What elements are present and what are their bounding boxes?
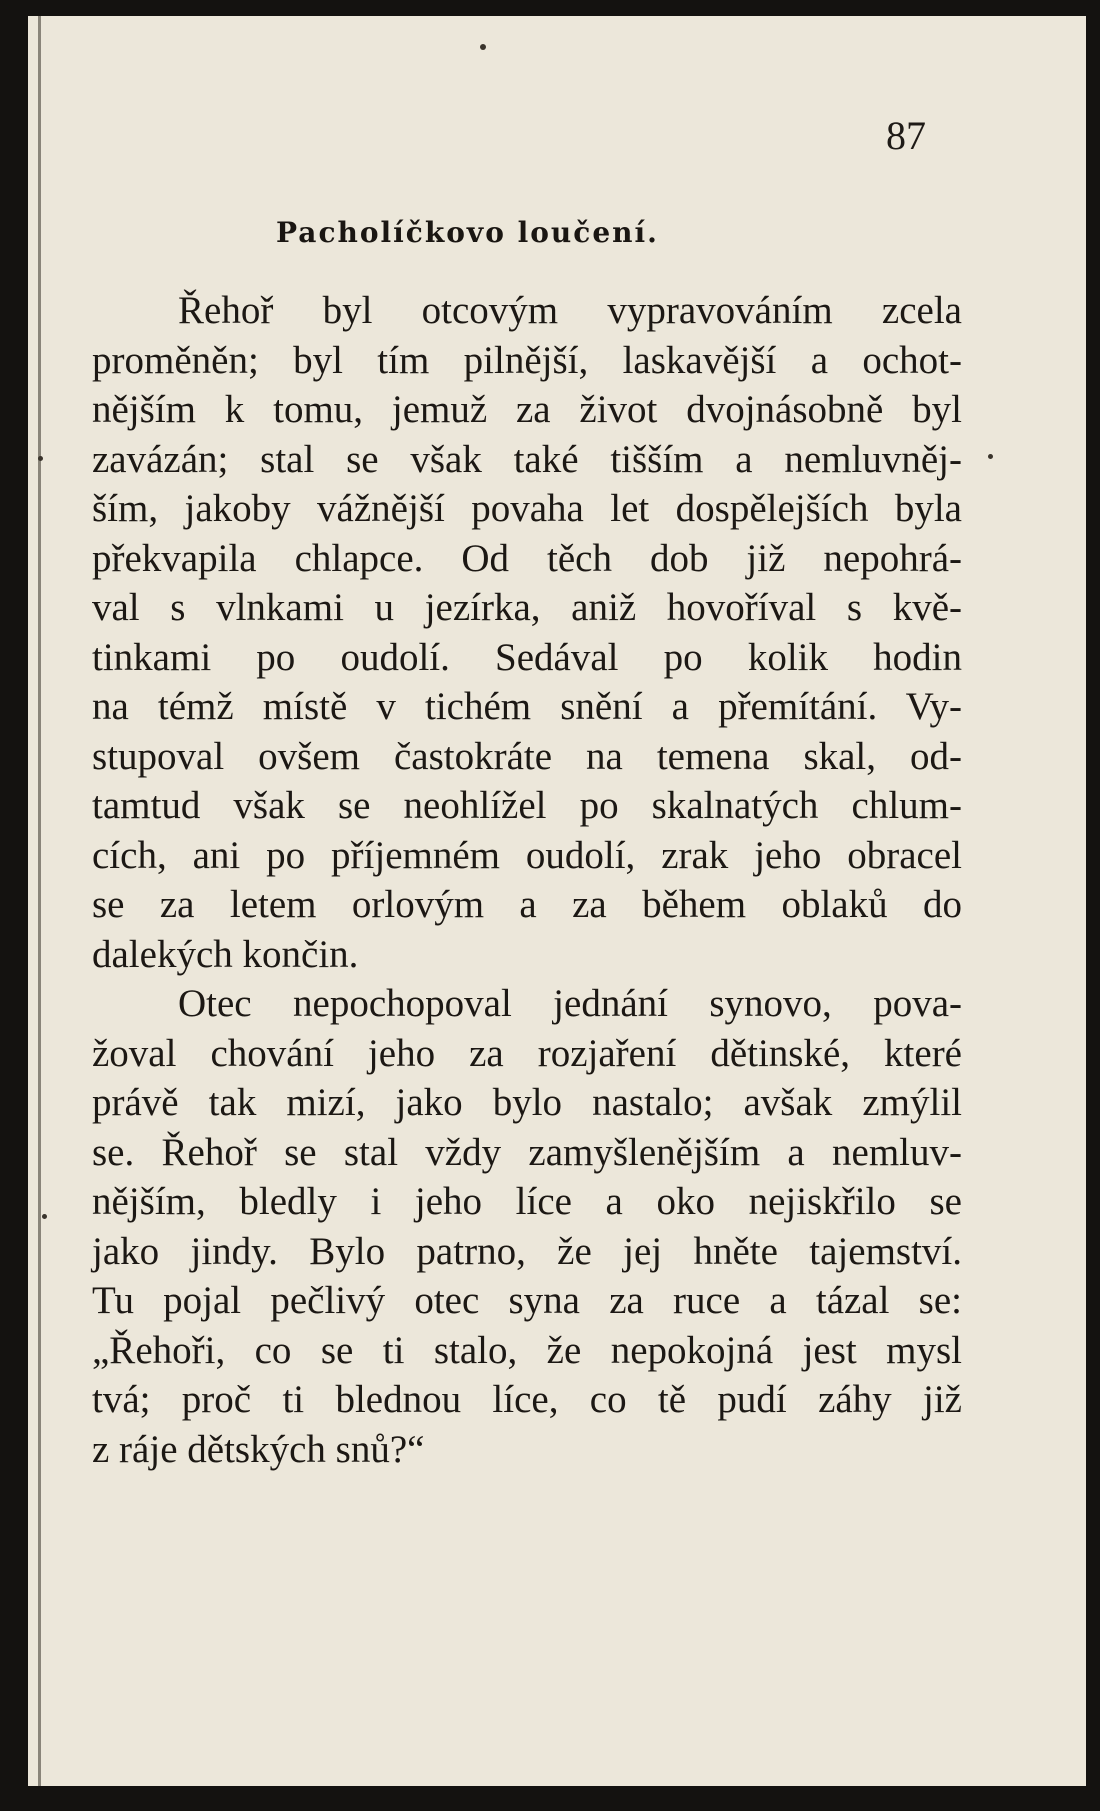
print-speck [42,1214,47,1219]
text-line: tamtud však se neohlížel po skalnatých chlum- [92,784,962,827]
print-speck [480,44,486,50]
paragraph [92,286,962,979]
text-line: Řehoř byl otcovým vypravováním zcela [178,289,962,332]
text-line: dalekých končin. [92,932,359,976]
text-line: jako jindy. Bylo patrno, že jej hněte tajemství. [92,1229,962,1273]
text-line: nějším k tomu, jemuž za život dvojnásobně byl [92,388,962,431]
text-line: tvá; proč ti blednou líce, co tě pudí záhy již [92,1378,962,1421]
text-line: „Řehoři, co se ti stalo, že nepokojná jest mysl [92,1328,962,1372]
text-line: zavázán; stal se však také tišším a nemluvněj- [92,437,962,481]
page-number: 87 [886,113,926,158]
text-line: val s vlnkami u jezírka, aniž hovoříval s kvě- [92,586,962,629]
text-line: se. Řehoř se stal vždy zamyšlenějším a nemluv- [92,1130,962,1174]
text-line: nějším, bledly i jeho líce a oko nejiskřilo se [92,1180,962,1223]
chapter-heading: Pacholíčkovo loučení. [276,216,659,249]
print-speck [988,454,993,459]
text-line: ším, jakoby vážnější povaha let dospělejších byla [92,487,962,530]
text-line: na témž místě v tichém snění a přemítání. Vy- [92,685,962,728]
page-gutter-shadow [38,16,41,1786]
text-line: cích, ani po příjemném oudolí, zrak jeho obracel [92,833,962,877]
text-line: žoval chování jeho za rozjaření dětinské, které [92,1031,962,1075]
text-line: Otec nepochopoval jednání synovo, pova- [178,982,962,1025]
text-line: proměněn; byl tím pilnější, laskavější a ochot- [92,338,962,382]
paragraph [92,979,962,1474]
text-line: překvapila chlapce. Od těch dob již nepohrá- [92,536,962,580]
text-line: Tu pojal pečlivý otec syna za ruce a tázal se: [92,1279,962,1322]
text-line: stupoval ovšem častokráte na temena skal, od- [92,734,962,778]
text-line: z ráje dětských snů?“ [92,1427,425,1471]
body-text [92,286,962,1474]
text-line: právě tak mizí, jako bylo nastalo; avšak zmýlil [92,1081,962,1124]
print-speck [38,456,43,461]
text-line: se za letem orlovým a za během oblaků do [92,883,962,926]
book-page [28,16,1086,1786]
text-line: tinkami po oudolí. Sedával po kolik hodin [92,635,962,679]
